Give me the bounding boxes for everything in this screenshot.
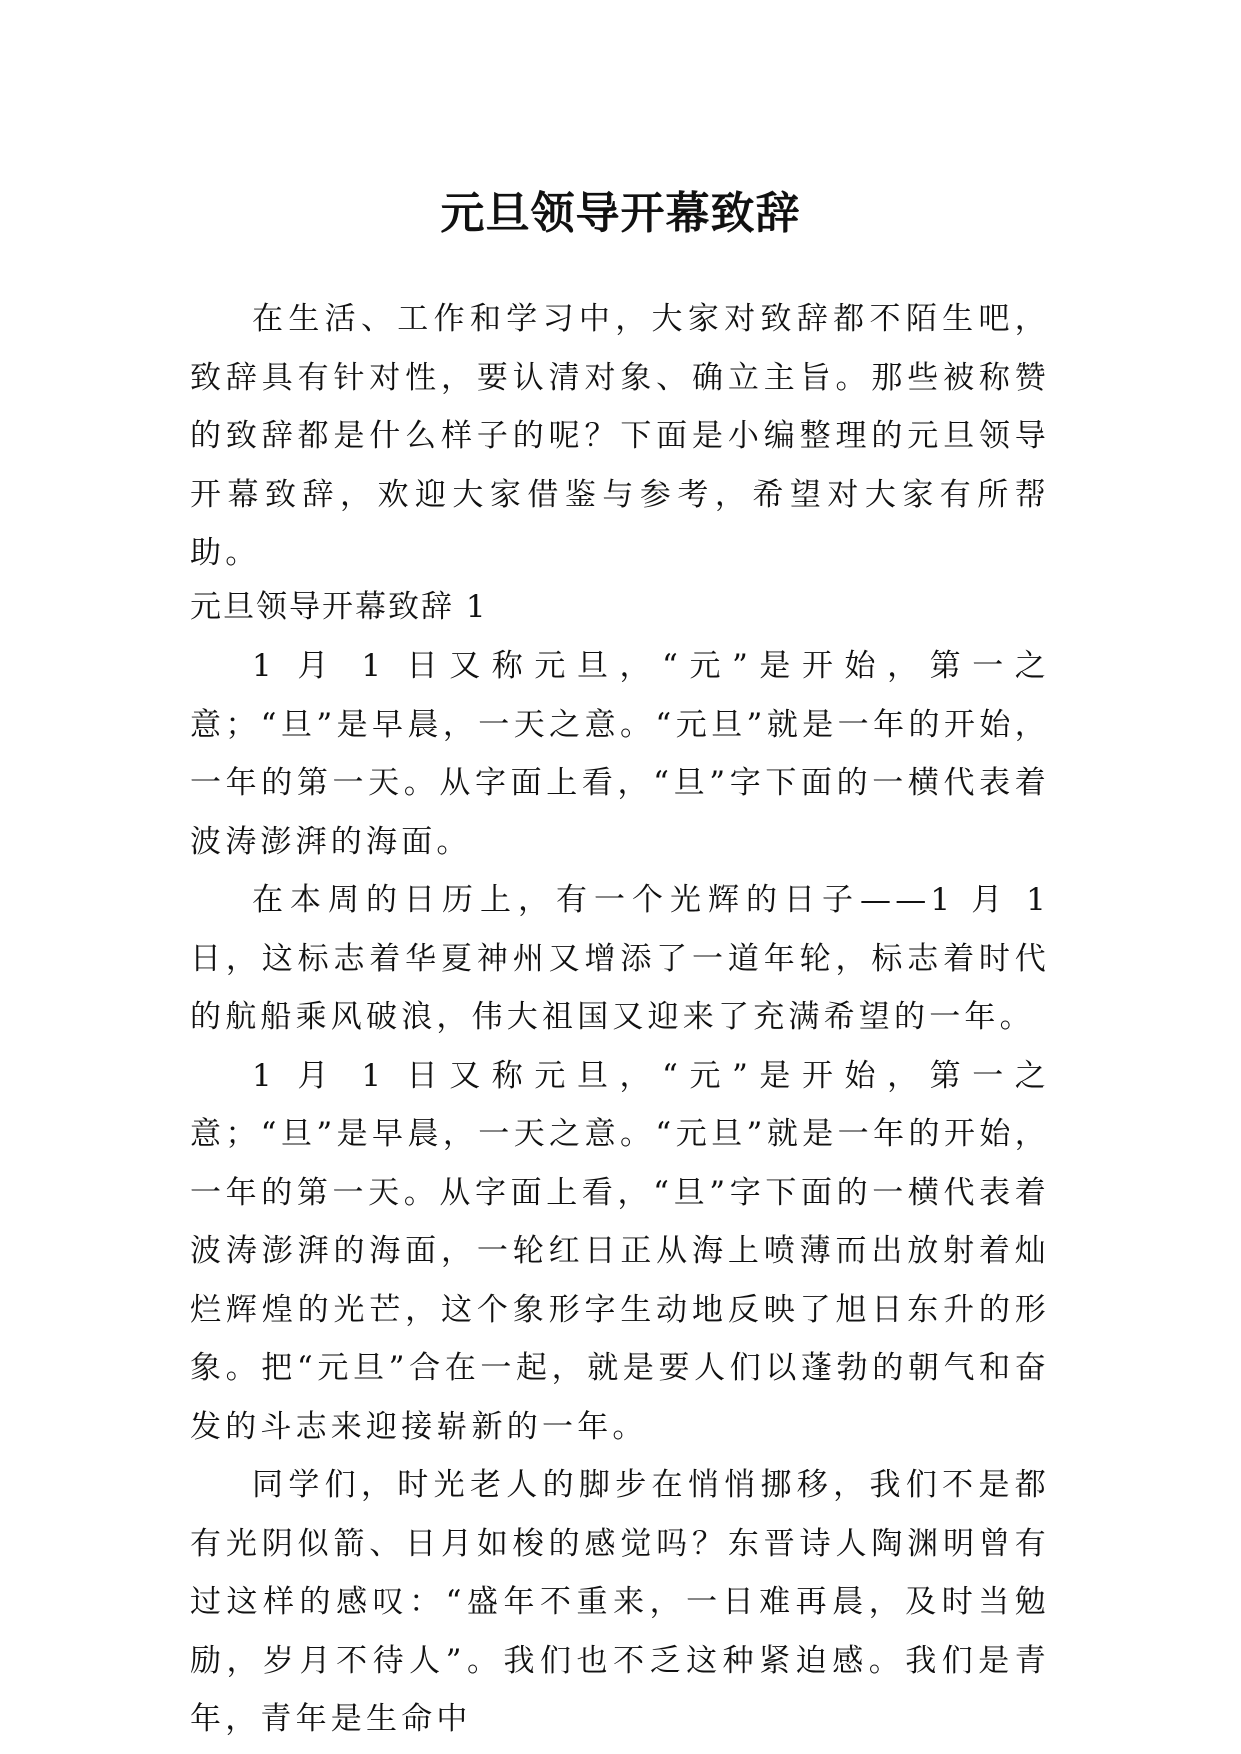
body-paragraph-2: 在本周的日历上，有一个光辉的日子——1 月 1 日，这标志着华夏神州又增添了一道年轮，标志着时代的航船乘风破浪，伟大祖国又迎来了充满希望的一年。: [190, 882, 1050, 1035]
document-title: 元旦领导开幕致辞: [440, 188, 801, 240]
body-paragraph-1: 1 月 1 日又称元旦，“元”是开始，第一之意；“旦”是早晨，一天之意。“元旦”就是一年的开始，一年的第一天。从字面上看，“旦”字下面的一横代表着波涛澎湃的海面。: [190, 648, 1050, 860]
section-heading: 元旦领导开幕致辞 1: [190, 589, 488, 625]
intro-section: [190, 290, 1050, 583]
body-paragraph-3: 1 月 1 日又称元旦，“元”是开始，第一之意；“旦”是早晨，一天之意。“元旦”就是一年的开始，一年的第一天。从字面上看，“旦”字下面的一横代表着波涛澎湃的海面，一轮红日正从海上喷薄而出放射着灿烂辉煌的光芒，这个象形字生动地反映了旭日东升的形象。把“元旦”合在一起，就是要人们以蓬勃的朝气和奋发的斗志来迎接崭新的一年。: [190, 1057, 1050, 1445]
intro-paragraph: 在生活、工作和学习中，大家对致辞都不陌生吧，致辞具有针对性，要认清对象、确立主旨。那些被称赞的致辞都是什么样子的呢？下面是小编整理的元旦领导开幕致辞，欢迎大家借鉴与参考，希望对大家有所帮助。: [190, 301, 1050, 571]
main-text: [190, 637, 1050, 1749]
body-paragraph-4: 同学们，时光老人的脚步在悄悄挪移，我们不是都有光阴似箭、日月如梭的感觉吗？东晋诗人陶渊明曾有过这样的感叹：“盛年不重来，一日难再晨，及时当勉励，岁月不待人”。我们也不乏这种紧迫感。我们是青年，青年是生命中: [190, 1467, 1050, 1737]
